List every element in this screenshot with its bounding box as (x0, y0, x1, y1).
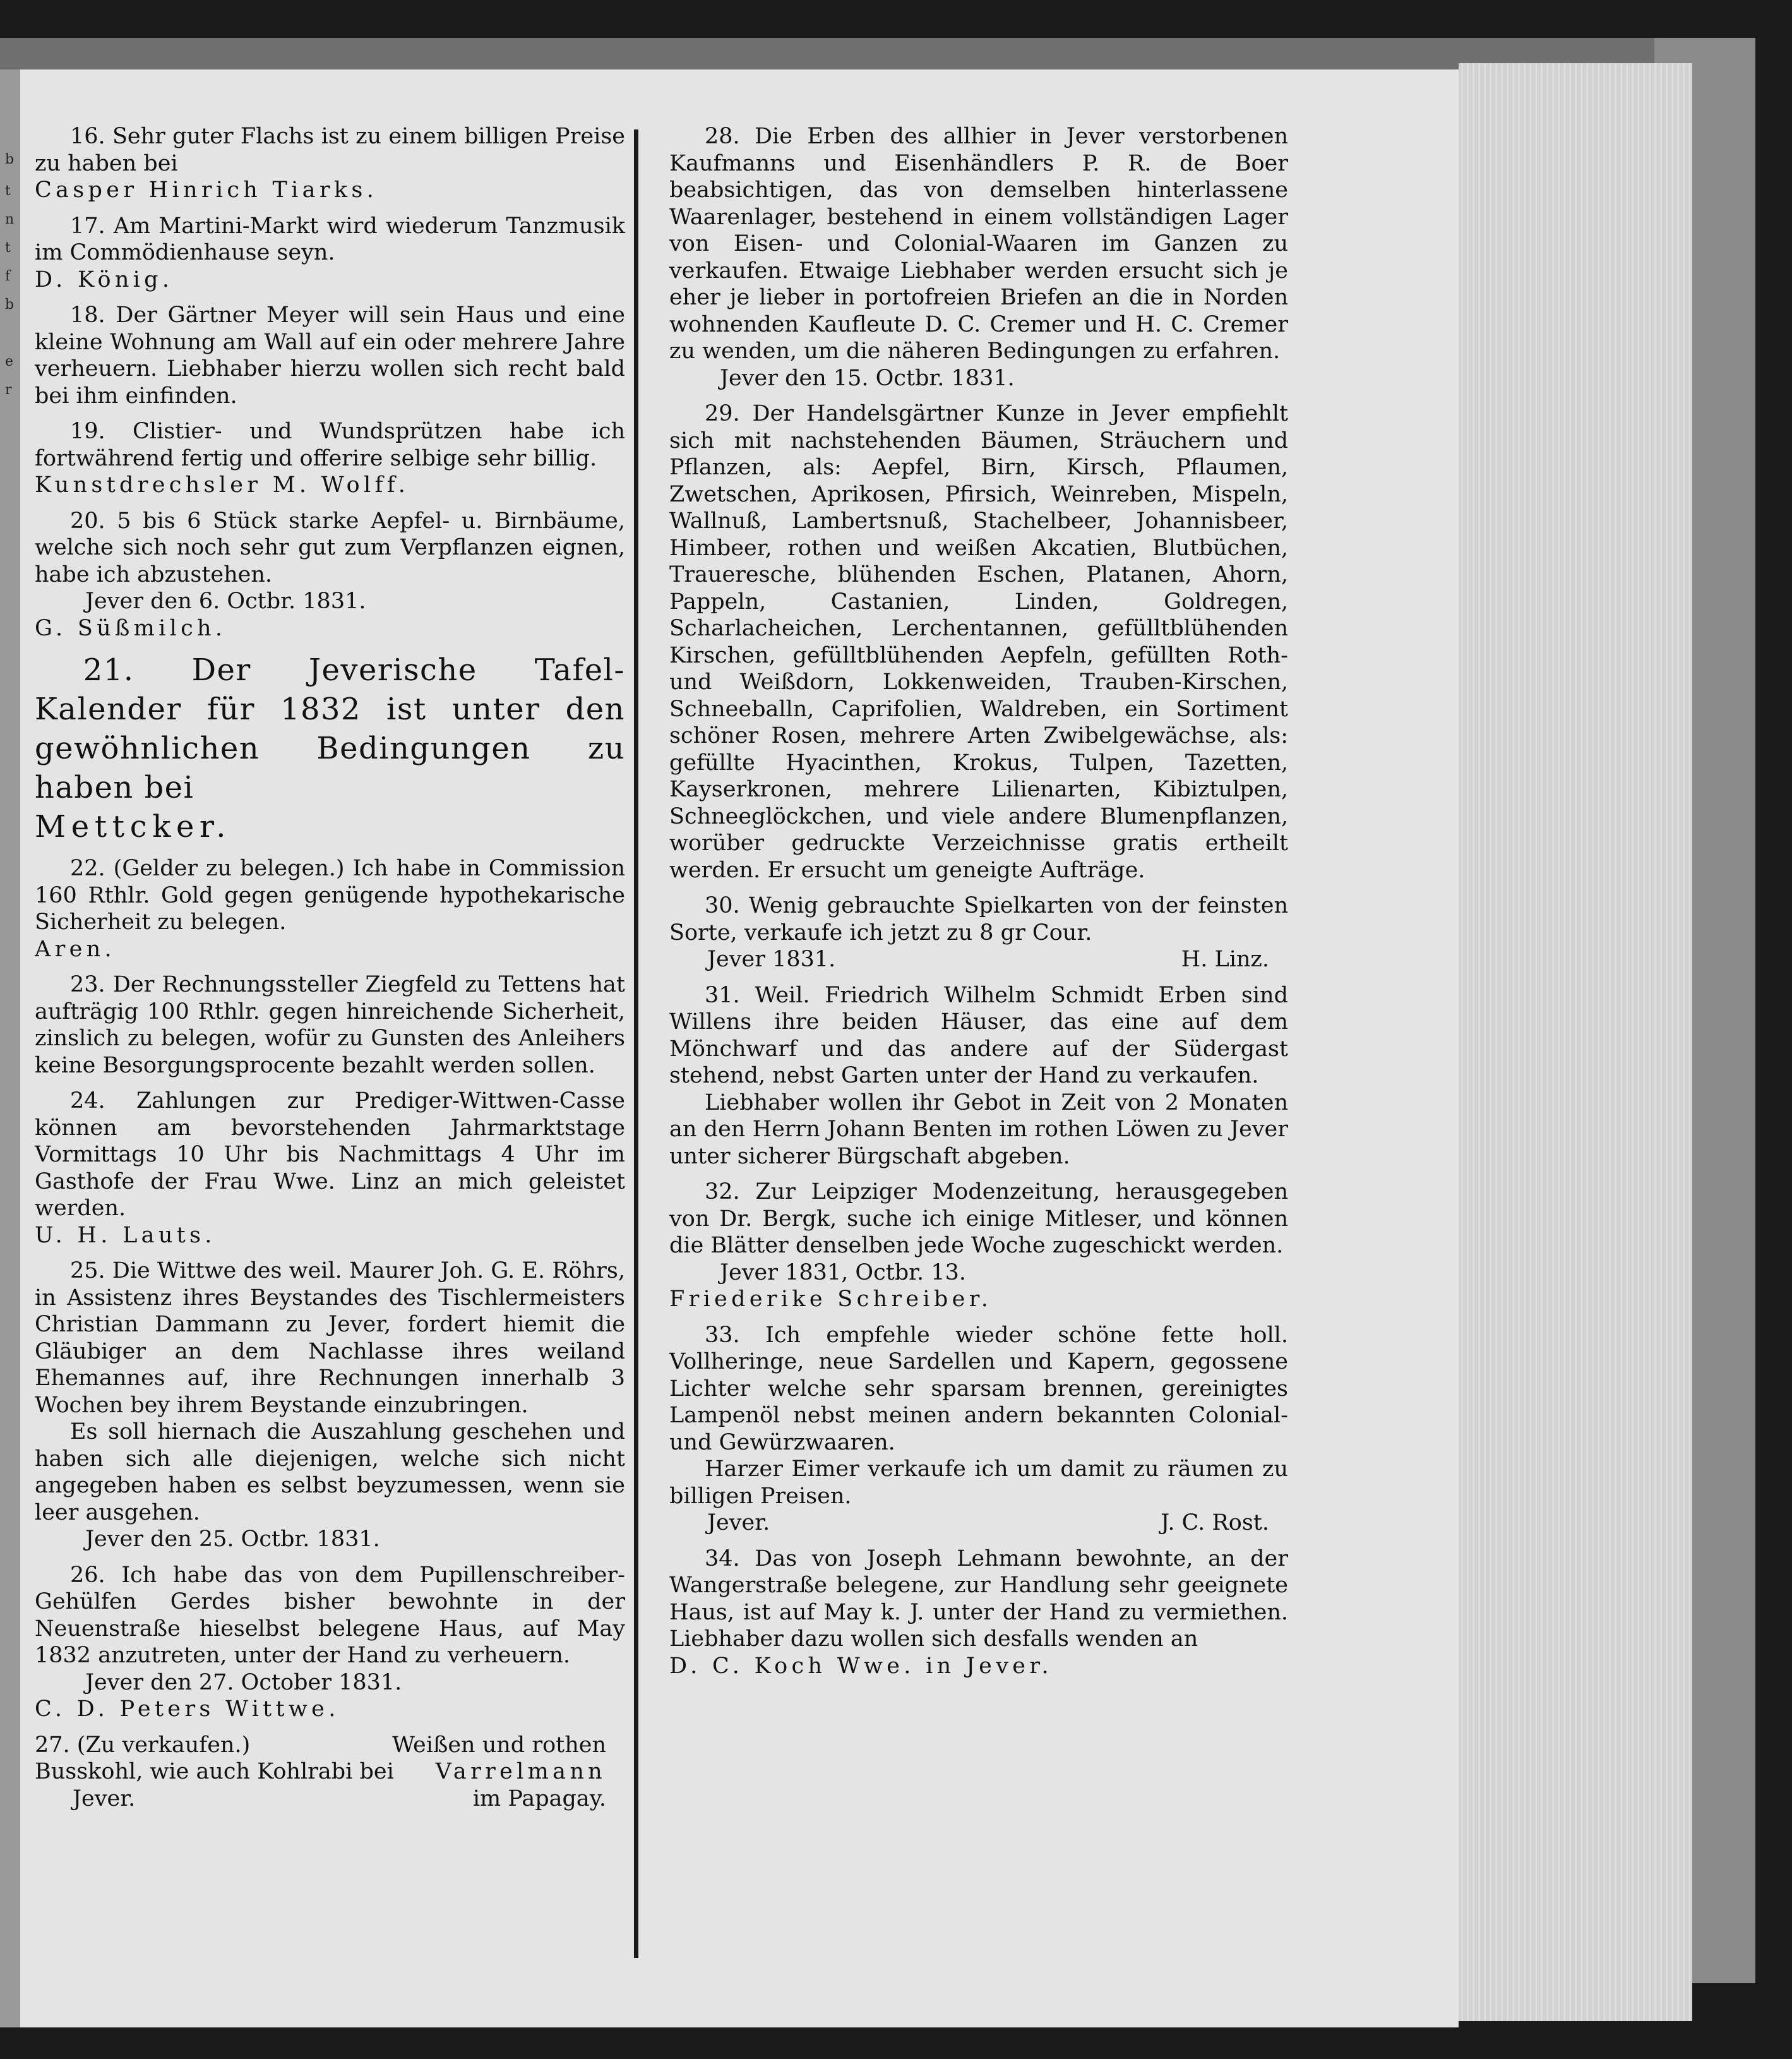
advert-signature: G. Süßmilch. (35, 615, 227, 641)
advert-signature: Kunstdrechsler M. Wolff. (35, 472, 410, 498)
advert-text: 30. Wenig gebrauchte Spielkarten von der feinsten Sorte, verkaufe ich jetzt zu 8 gr Cour. (669, 893, 1288, 945)
advert-place-date: Jever den 15. Octbr. 1831. (720, 365, 1015, 391)
advert-place: Jever. (707, 1510, 770, 1535)
advert-text: 32. Zur Leipziger Modenzeitung, herausgegeben von Dr. Bergk, suche ich einige Mitleser, und können die Blätter denselben jede Woche zugeschickt werden. (669, 1179, 1288, 1258)
advert-signature: H. Linz. (1181, 947, 1269, 972)
advert-line (669, 946, 1288, 973)
margin-letter: f (5, 268, 11, 284)
advert-27 (35, 1732, 625, 1813)
advert-text: 21. Der Jeverische Tafel-Kalender für 1832 ist unter den gewöhnlichen Bedingungen zu haben bei (35, 652, 625, 805)
advert-31 (669, 982, 1288, 1170)
advert-text: Busskohl, wie auch Kohlrabi bei (35, 1759, 394, 1784)
advert-21 (35, 651, 625, 846)
advert-text: 29. Der Handelsgärtner Kunze in Jever empfiehlt sich mit nachstehenden Bäumen, Sträuchern und Pflanzen, als: Aepfel, Birn, Kirsch, Pflaumen, Zwetschen, Aprikosen, Pfirsich, Weinreben, Mispeln, Wallnuß, Lambertsnuß, Stachelbeer, Johannisbeer, Himbeer, rothen und weißen Akcatien, Blutbüchen, Traueresche, blühenden Eschen, Platanen, Ahorn, Pappeln, Castanien, Linden, Goldregen, Scharlacheichen, Lerchentannen, gefülltblühenden Kirschen, gefülltblühenden Aepfeln, gefüllten Roth- und Weißdorn, Lokkenweiden, Trauben-Kirschen, Schneeballn, Caprifolien, Waldreben, ein Sortiment schöner Rosen, mehrere Arten Zwibelgewächse, als: gefüllte Hyacinthen, Krokus, Tulpen, Tazetten, Kayserkronen, mehrere Lilienarten, Kibiztulpen, Schneeglöckchen, und viele andere Blumenpflanzen, worüber gedruckte Verzeichnisse gratis ertheilt werden. Er ersucht um geneigte Aufträge. (669, 401, 1288, 883)
advert-place-date: Jever 1831, Octbr. 13. (720, 1259, 966, 1285)
advert-signature: U. H. Lauts. (35, 1222, 216, 1248)
advert-place: Jever 1831. (707, 947, 836, 972)
advert-signature: Friederike Schreiber. (669, 1287, 993, 1312)
advert-34 (669, 1546, 1288, 1680)
advert-signature: J. C. Rost. (1161, 1510, 1269, 1535)
margin-letter: n (5, 212, 15, 227)
advert-signature: D. C. Koch Wwe. in Jever. (669, 1653, 1053, 1679)
previous-page-margin (0, 69, 20, 2027)
page-fore-edge (1459, 63, 1692, 2021)
advert-signature: Varrelmann (435, 1759, 606, 1784)
margin-letter: b (5, 152, 15, 167)
advert-text: 25. Die Wittwe des weil. Maurer Joh. G. E. Röhrs, in Assistenz ihres Beystandes des Tischlermeisters Christian Dammann zu Jever, fordert hiemit die Gläubiger an dem Nachlasse ihres weiland Ehemannes auf, ihre Rechnungen innerhalb 3 Wochen bey ihrem Beystande einzubringen. (35, 1258, 625, 1418)
advert-line (35, 1758, 625, 1786)
advert-29 (669, 400, 1288, 884)
advert-text: Weißen und rothen (391, 1732, 606, 1758)
margin-letter: t (5, 183, 11, 199)
advert-line (35, 1786, 625, 1813)
advert-30 (669, 892, 1288, 973)
left-column (35, 123, 625, 1821)
advert-place: Jever. (73, 1786, 136, 1811)
advert-16 (35, 123, 625, 204)
right-column (669, 123, 1288, 1688)
advert-text: 34. Das von Joseph Lehmann bewohnte, an der Wangerstraße belegene, zur Handlung sehr geeignete Haus, ist auf May k. J. unter der Hand zu vermiethen. Liebhaber dazu wollen sich desfalls wenden an (669, 1546, 1288, 1652)
margin-letter: t (5, 240, 11, 256)
advert-22 (35, 855, 625, 963)
advert-signature: D. König. (35, 267, 174, 292)
advert-signature: C. D. Peters Wittwe. (35, 1696, 340, 1722)
advert-32 (669, 1179, 1288, 1313)
advert-line (669, 1510, 1288, 1537)
advert-signature: Aren. (35, 936, 116, 962)
advert-text: 28. Die Erben des allhier in Jever verstorbenen Kaufmanns und Eisenhändlers P. R. de Boer beabsichtigen, das von demselben hinterlassene Waarenlager, bestehend in einem vollständigen Lager von Eisen- und Colonial-Waaren im Ganzen zu verkaufen. Etwaige Liebhaber werden ersucht sich je eher je lieber in portofreien Briefen an die in Norden wohnenden Kaufleute D. C. Cremer und H. C. Cremer zu wenden, um die näheren Bedingungen zu erfahren. (669, 124, 1288, 364)
margin-letter: e (5, 354, 14, 369)
advert-text: 17. Am Martini-Markt wird wiederum Tanzmusik im Commödienhause seyn. (35, 213, 625, 265)
advert-signature: im Papagay. (472, 1786, 606, 1811)
advert-signature: Mettcker. (35, 809, 232, 844)
advert-25 (35, 1258, 625, 1553)
advert-text: 18. Der Gärtner Meyer will sein Haus und eine kleine Wohnung am Wall auf ein oder mehrere Jahre verheuern. Liebhaber hierzu wollen sich recht bald bei ihm einfinden. (35, 303, 625, 409)
advert-place-date: Jever den 25. Octbr. 1831. (85, 1527, 380, 1552)
advert-33 (669, 1322, 1288, 1537)
advert-23 (35, 971, 625, 1079)
advert-text-continued: Liebhaber wollen ihr Gebot in Zeit von 2 Monaten an den Herrn Johann Benten im rothen Löwen zu Jever unter sicherer Bürgschaft abgeben. (669, 1090, 1288, 1169)
advert-28 (669, 123, 1288, 392)
advert-place-date: Jever den 6. Octbr. 1831. (85, 589, 366, 614)
advert-text: 24. Zahlungen zur Prediger-Wittwen-Casse können am bevorstehenden Jahrmarktstage Vormittags 10 Uhr bis Nachmittags 4 Uhr im Gasthofe der Frau Wwe. Linz an mich geleistet werden. (35, 1088, 625, 1221)
advert-text: 26. Ich habe das von dem Pupillenschreiber-Gehülfen Gerdes bisher bewohnte in der Neuenstraße hieselbst belegene Haus, auf May 1832 anzutreten, unter der Hand zu verheuern. (35, 1562, 625, 1668)
advert-text: 23. Der Rechnungssteller Ziegfeld zu Tettens hat aufträgig 100 Rthlr. gegen hinreichende Sicherheit, zinslich zu belegen, wofür zu Gunsten des Anleihers keine Besorgungsprocente bezahlt werden sollen. (35, 972, 625, 1078)
advert-signature: Casper Hinrich Tiarks. (35, 177, 378, 203)
advert-18 (35, 302, 625, 409)
advert-text: 31. Weil. Friedrich Wilhelm Schmidt Erben sind Willens ihre beiden Häuser, das eine auf dem Mönchwarf und das andere auf der Südergast stehend, nebst Garten unter der Hand zu verkaufen. (669, 982, 1288, 1088)
advert-text: 19. Clistier- und Wundsprützen habe ich fortwährend fertig und offerire selbige sehr billig. (35, 419, 625, 471)
advert-text: 16. Sehr guter Flachs ist zu einem billigen Preise zu haben bei (35, 124, 625, 176)
margin-letter: b (5, 297, 15, 313)
advert-text-continued: Es soll hiernach die Auszahlung geschehen und haben sich alle diejenigen, welche sich nicht angegeben haben es selbst beyzumessen, wenn sie leer ausgehen. (35, 1419, 625, 1525)
advert-19 (35, 418, 625, 499)
margin-letter: r (5, 382, 12, 398)
advert-line (35, 1732, 625, 1759)
advert-20 (35, 508, 625, 642)
advert-text-continued: Harzer Eimer verkaufe ich um damit zu räumen zu billigen Preisen. (669, 1456, 1288, 1509)
column-divider (634, 129, 638, 1958)
advert-place-date: Jever den 27. October 1831. (85, 1669, 402, 1695)
advert-17 (35, 213, 625, 294)
advert-text: 20. 5 bis 6 Stück starke Aepfel- u. Birnbäume, welche sich noch sehr gut zum Verpflanzen eignen, habe ich abzustehen. (35, 508, 625, 587)
advert-text: 27. (Zu verkaufen.) (35, 1732, 251, 1758)
advert-26 (35, 1562, 625, 1723)
advert-text: 22. (Gelder zu belegen.) Ich habe in Commission 160 Rthlr. Gold gegen genügende hypothekarische Sicherheit zu belegen. (35, 856, 625, 935)
advert-24 (35, 1088, 625, 1249)
advert-text: 33. Ich empfehle wieder schöne fette holl. Vollheringe, neue Sardellen und Kapern, gegossene Lichter welche sehr sparsam brennen, gereinigtes Lampenöl nebst meinen andern bekannten Colonial- und Gewürzwaaren. (669, 1322, 1288, 1455)
